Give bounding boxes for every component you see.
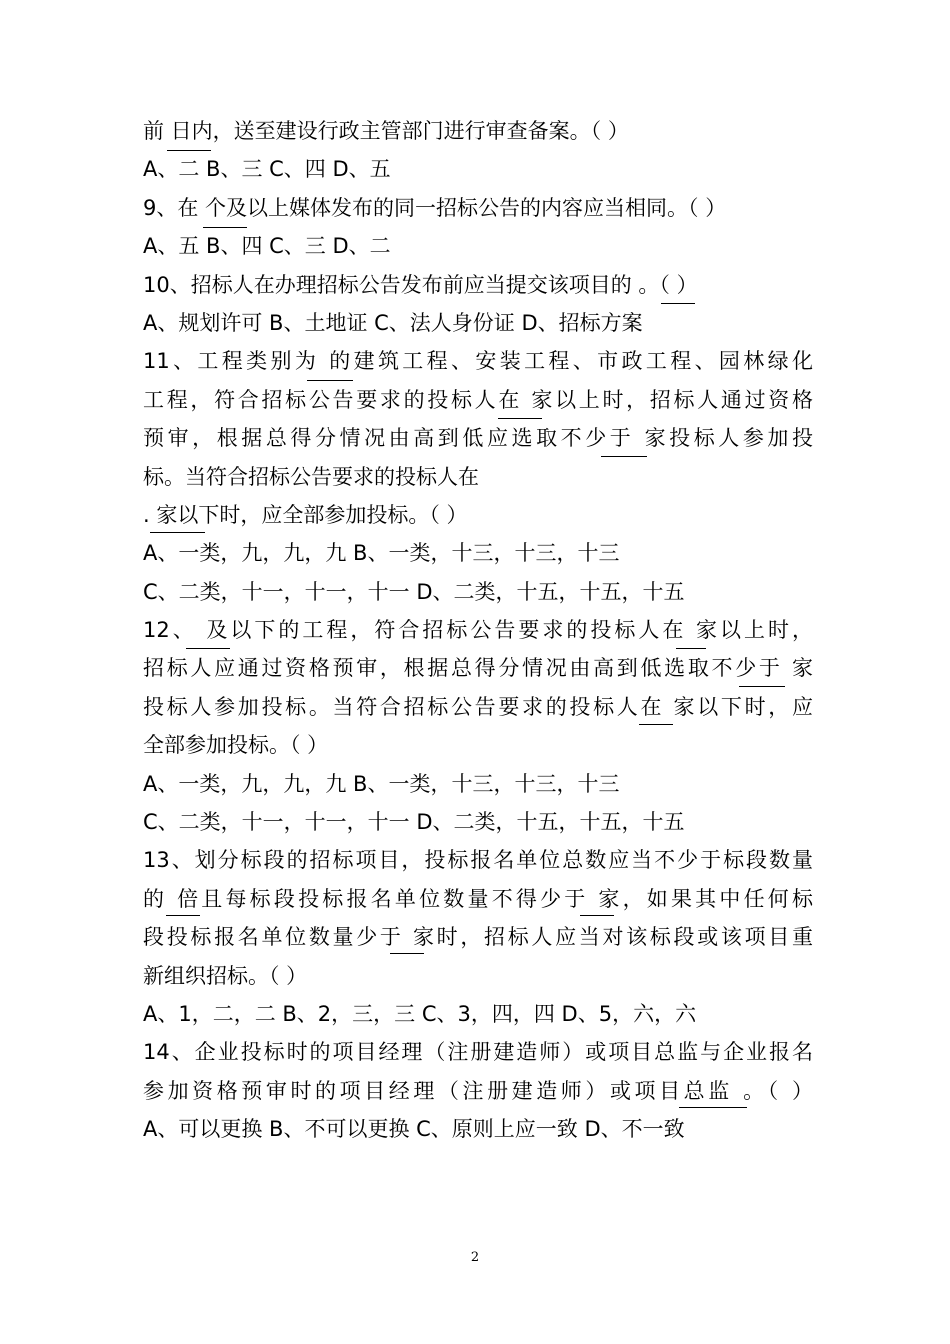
text-line: 新组织招标。（ ）: [143, 963, 308, 988]
text-line: 的 倍且每标段投标报名单位数量不得少于 家，如果其中任何标: [143, 886, 813, 911]
text-line: 招标人应通过资格预审，根据总得分情况由高到低选取不少于 家: [143, 656, 813, 681]
question-10: 10、招标人在办理招标公告发布前应当提交该项目的 。（ ）: [143, 272, 698, 297]
text-line: 标。当符合招标公告要求的投标人在: [143, 464, 479, 489]
blank-underline: [307, 380, 353, 381]
blank-underline: [739, 686, 785, 687]
blank-underline: [167, 150, 211, 151]
question-text-block: [143, 112, 813, 1149]
question-14: 14、企业投标时的项目经理（注册建造师）或项目总监与企业报名: [143, 1040, 813, 1065]
blank-underline: [676, 648, 706, 649]
text-line: . 家以下时，应全部参加投标。（ ）: [143, 502, 468, 527]
blank-underline: [639, 724, 673, 725]
blank-underline: [150, 532, 205, 533]
blank-underline: [186, 648, 230, 649]
question-9: 9、在 个及以上媒体发布的同一招标公告的内容应当相同。（ ）: [143, 195, 727, 220]
answer-options-line: A、1，二，二 B、2，三，三 C、3，四，四 D、5，六，六: [143, 1001, 697, 1026]
blank-underline: [580, 915, 614, 916]
text-line: 工程，符合招标公告要求的投标人在 家以上时，招标人通过资格: [143, 387, 813, 412]
blank-underline: [661, 303, 695, 304]
question-13: 13、划分标段的招标项目，投标报名单位总数应当不少于标段数量: [143, 848, 813, 873]
blank-underline: [601, 456, 647, 457]
blank-underline: [498, 418, 542, 419]
answer-options-line: A、一类，九，九，九 B、一类，十三，十三，十三: [143, 541, 620, 566]
blank-underline: [203, 227, 247, 228]
answer-options-line: A、规划许可 B、土地证 C、法人身份证 D、招标方案: [143, 310, 643, 335]
answer-options-line: A、二 B、三 C、四 D、五: [143, 157, 391, 182]
question-11: 11、工程类别为 的建筑工程、安装工程、市政工程、园林绿化: [143, 349, 813, 374]
answer-options-line: A、一类，九，九，九 B、一类，十三，十三，十三: [143, 771, 620, 796]
blank-underline: [166, 915, 200, 916]
text-line: 段投标报名单位数量少于 家时，招标人应当对该标段或该项目重: [143, 925, 813, 950]
text-line: 前 日内，送至建设行政主管部门进行审查备案。（ ）: [143, 119, 629, 143]
text-line: 预审，根据总得分情况由高到低应选取不少于 家投标人参加投: [143, 426, 813, 451]
answer-options-line: A、可以更换 B、不可以更换 C、原则上应一致 D、不一致: [143, 1117, 685, 1142]
page-number: 2: [470, 1250, 480, 1265]
answer-options-line: C、二类，十一，十一，十一 D、二类，十五，十五，十五: [143, 579, 685, 604]
answer-options-line: A、五 B、四 C、三 D、二: [143, 234, 391, 259]
text-line: 投标人参加投标。当符合招标公告要求的投标人在 家以下时，应: [143, 694, 813, 719]
text-line: 全部参加投标。（ ）: [143, 733, 329, 758]
answer-options-line: C、二类，十一，十一，十一 D、二类，十五，十五，十五: [143, 810, 685, 835]
question-12: 12、 及以下的工程，符合招标公告要求的投标人在 家以上时，: [143, 618, 813, 643]
text-line: 参加资格预审时的项目经理（注册建造师）或项目总监 。（ ）: [143, 1078, 813, 1103]
blank-underline: [679, 1107, 747, 1108]
blank-underline: [390, 953, 424, 954]
